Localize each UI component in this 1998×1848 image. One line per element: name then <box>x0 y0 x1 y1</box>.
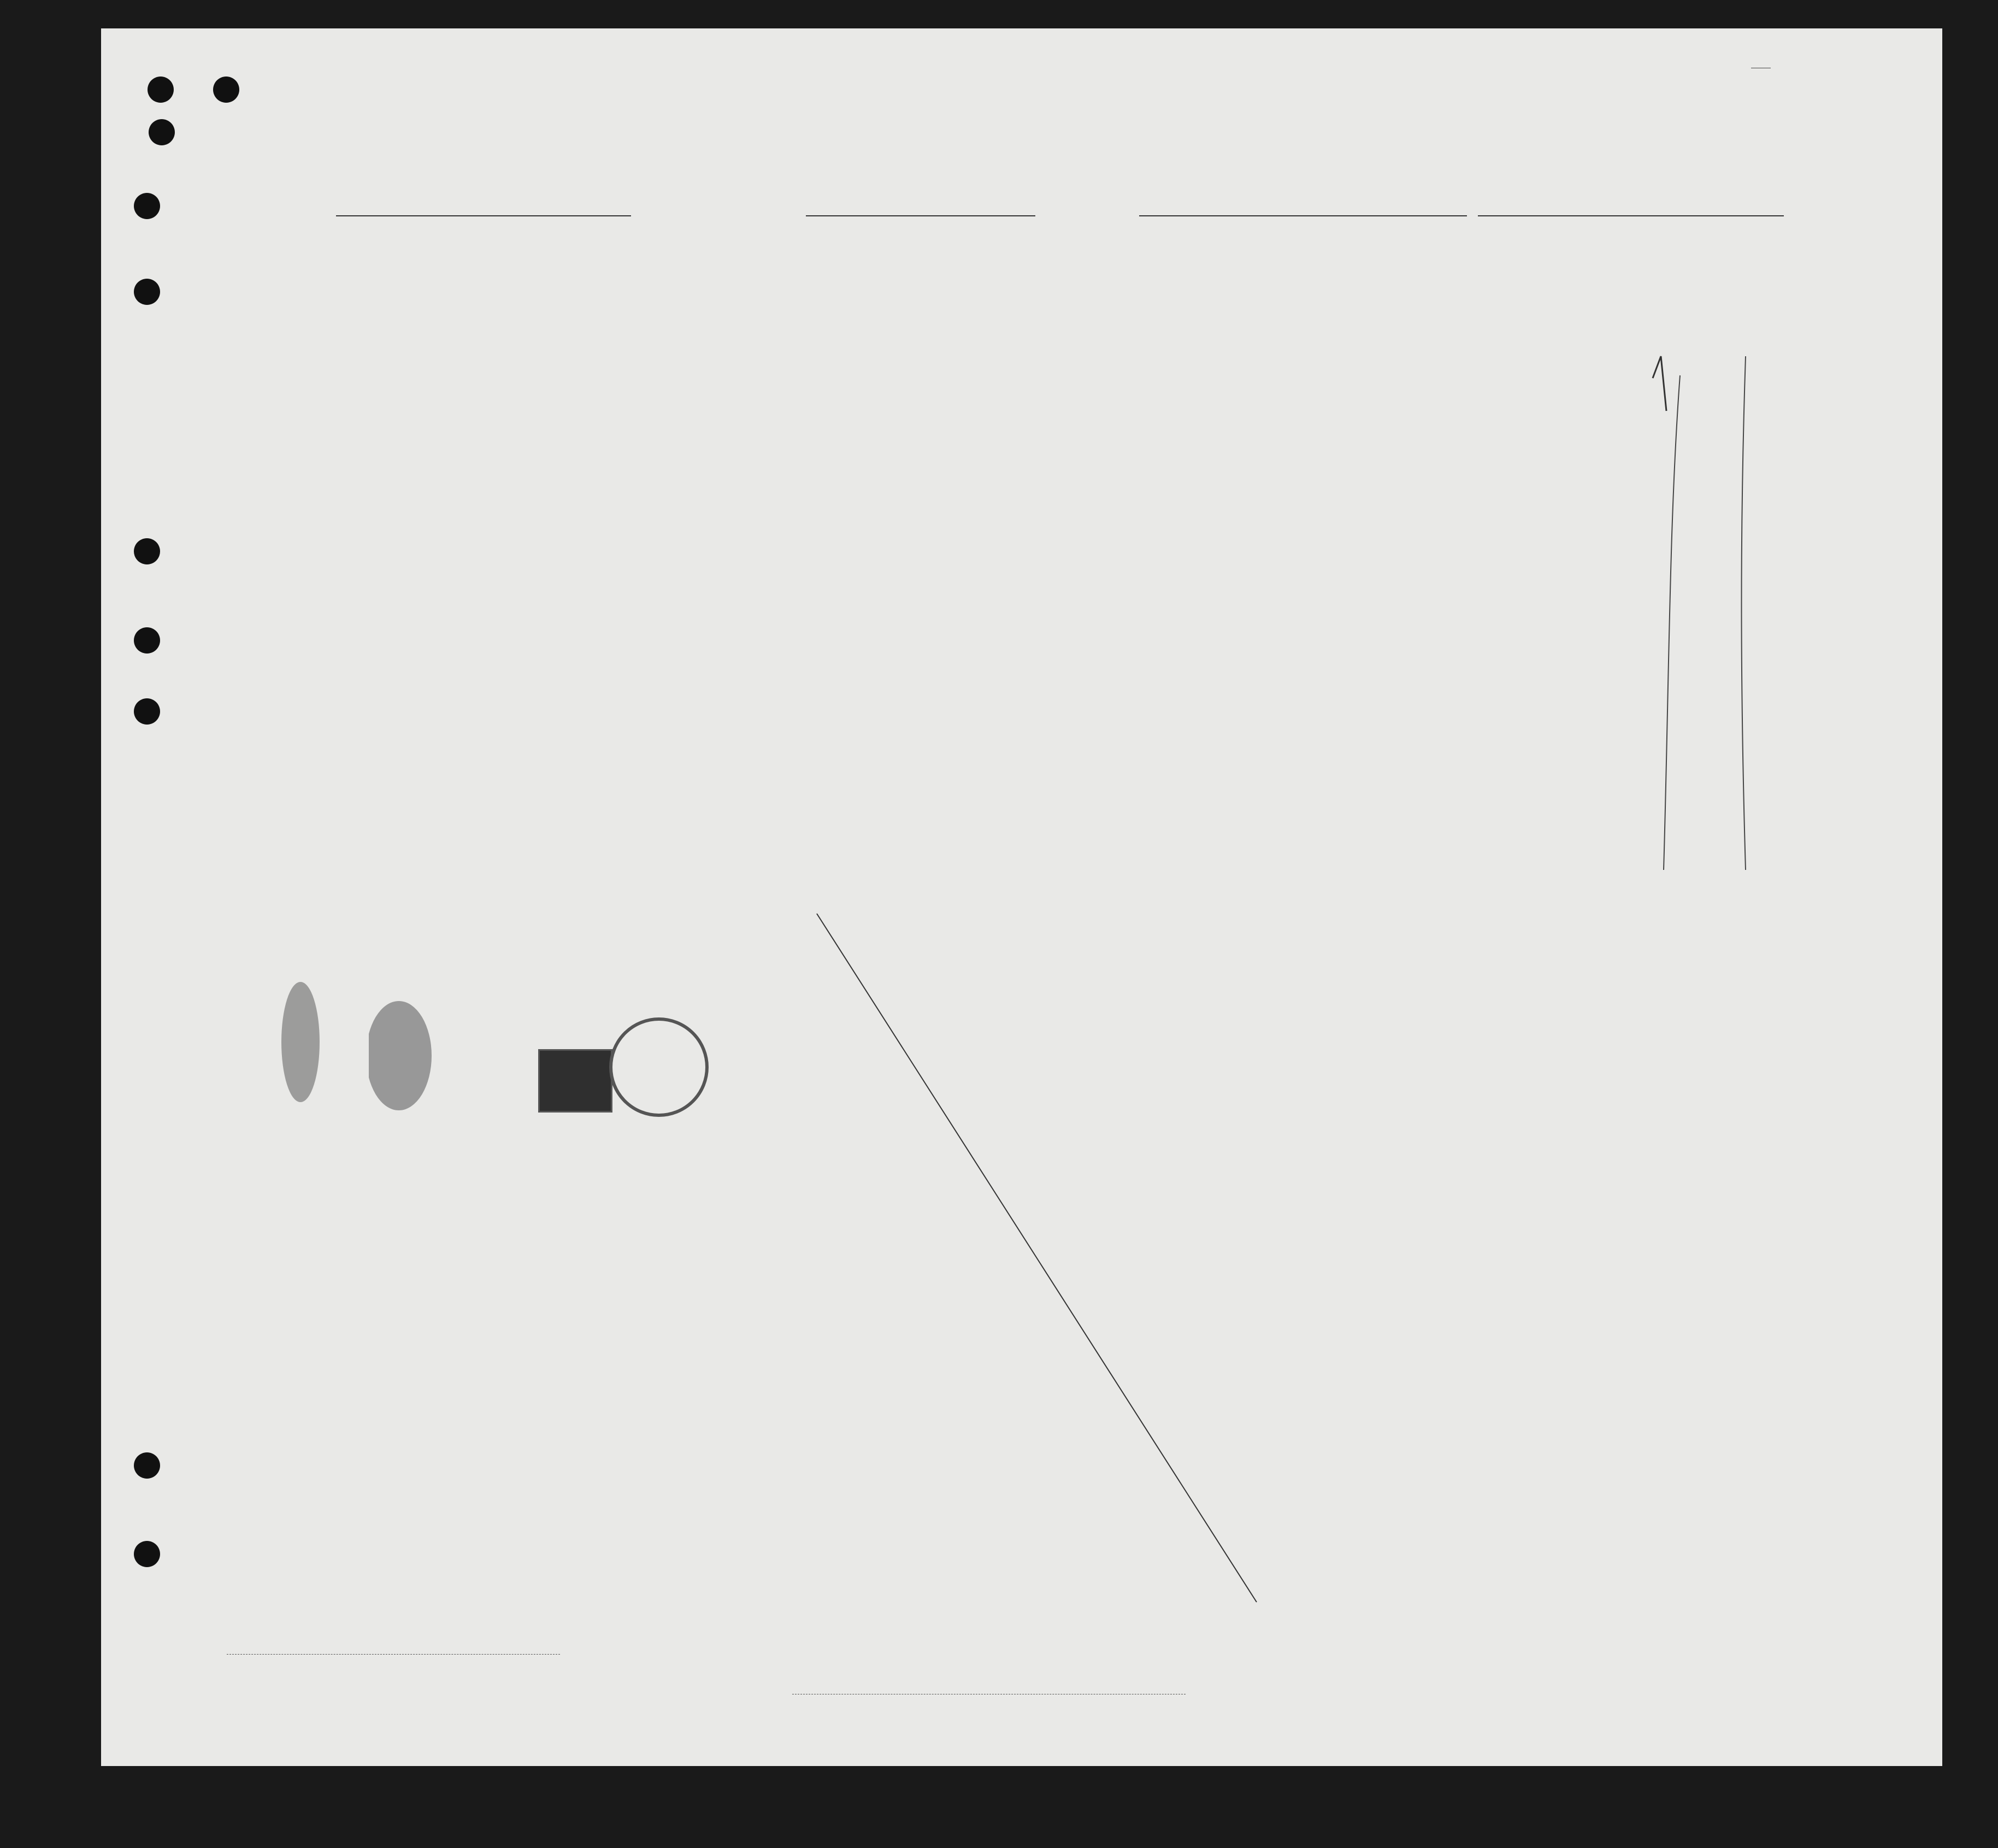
punch-hole <box>134 538 160 564</box>
punch-hole <box>134 193 160 219</box>
punch-hole <box>148 76 174 103</box>
punch-hole <box>134 279 160 305</box>
manifest-sheet <box>101 28 1942 1766</box>
punch-hole <box>134 698 160 725</box>
punch-hole <box>213 76 239 103</box>
punch-hole <box>134 627 160 654</box>
punch-hole <box>149 119 175 145</box>
punch-hole <box>134 1541 160 1567</box>
punch-hole <box>134 1452 160 1479</box>
line-underline <box>227 1654 560 1655</box>
pen-marks <box>101 28 1942 1766</box>
